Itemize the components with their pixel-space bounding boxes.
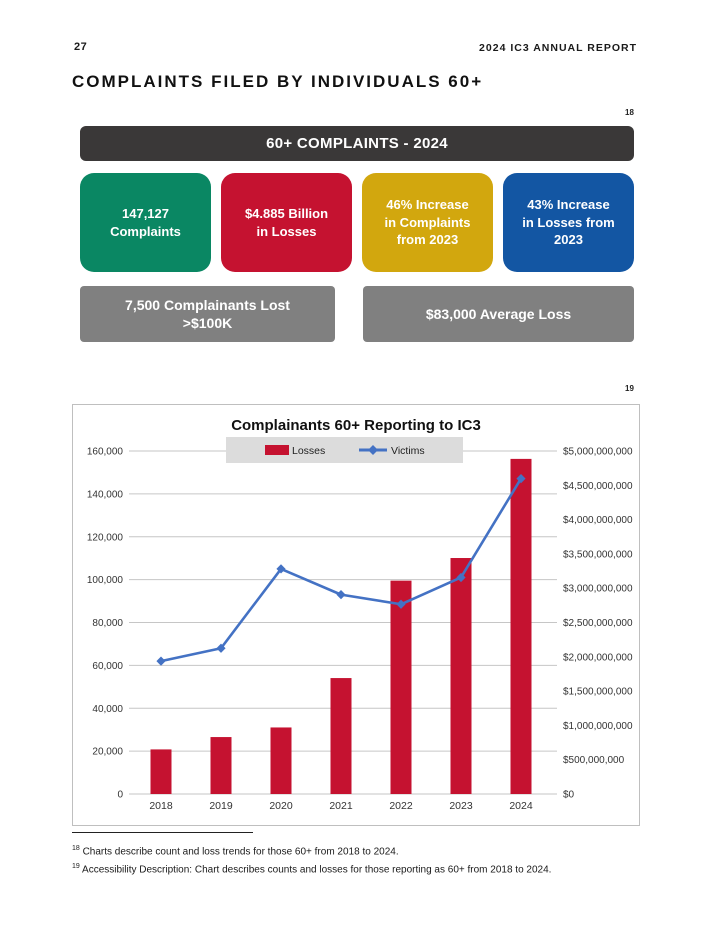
page-number: 27 <box>74 41 88 53</box>
loss-bar <box>511 459 532 794</box>
legend-box <box>226 437 463 463</box>
right-axis-tick: $1,500,000,000 <box>563 686 633 698</box>
chart-title: Complainants 60+ Reporting to IC3 <box>231 417 481 434</box>
stat-line: 43% Increase <box>527 197 610 213</box>
summary-box-row <box>80 286 634 342</box>
stat-box-losses <box>221 173 352 272</box>
right-axis-tick: $2,500,000,000 <box>563 618 633 629</box>
footnotes <box>72 832 640 878</box>
loss-bar <box>331 678 352 794</box>
section-banner-label: 60+ COMPLAINTS - 2024 <box>266 135 448 152</box>
right-axis-tick: $5,000,000,000 <box>563 446 633 458</box>
stat-box-loss-increase <box>503 173 634 272</box>
footnote-marker-19: 19 <box>625 384 634 393</box>
stat-box-complaints <box>80 173 211 272</box>
footnote-18-marker: 18 <box>72 845 80 852</box>
legend-losses-label: Losses <box>292 445 326 457</box>
loss-bar <box>211 737 232 794</box>
stat-line: $4.885 Billion <box>244 205 329 221</box>
stat-line: in Losses <box>256 223 317 239</box>
left-axis-tick: 0 <box>117 789 123 801</box>
footnote-19-marker: 19 <box>72 863 80 871</box>
stat-line: 2023 <box>554 232 583 248</box>
left-axis-tick: 20,000 <box>92 746 123 758</box>
x-axis-label: 2021 <box>329 800 353 812</box>
legend-losses-swatch <box>265 445 289 455</box>
x-axis-label: 2023 <box>449 800 473 812</box>
victim-point <box>156 656 165 665</box>
left-axis-tick: 40,000 <box>92 703 123 715</box>
loss-bar <box>391 581 412 794</box>
x-axis-label: 2020 <box>269 800 293 812</box>
stat-line: 147,127 <box>122 205 169 221</box>
left-axis-tick: 60,000 <box>92 660 123 672</box>
legend-victims-label: Victims <box>391 445 425 457</box>
loss-bar <box>451 558 472 794</box>
stat-box-row <box>80 173 634 272</box>
page-title: COMPLAINTS FILED BY INDIVIDUALS 60+ <box>72 72 484 91</box>
summary-line: >$100K <box>182 315 233 331</box>
victim-point <box>336 590 345 599</box>
stat-line: 46% Increase <box>386 197 469 213</box>
summary-line: $83,000 Average Loss <box>425 305 572 322</box>
left-axis-tick: 80,000 <box>92 618 123 629</box>
x-axis-label: 2018 <box>149 800 173 812</box>
loss-bar <box>271 727 292 794</box>
stat-line: in Losses from <box>522 214 615 230</box>
right-axis-tick: $4,500,000,000 <box>563 480 633 492</box>
x-axis-label: 2022 <box>389 800 413 812</box>
x-axis-label: 2019 <box>209 800 233 812</box>
footnote-18-text: Charts describe count and loss trends for those 60+ from 2018 to 2024. <box>82 846 399 858</box>
report-header: 2024 IC3 ANNUAL REPORT <box>479 42 637 54</box>
stat-line: Complaints <box>110 223 181 239</box>
footnote-19 <box>72 859 640 877</box>
summary-box-average-loss <box>363 286 634 342</box>
section-banner <box>80 126 634 161</box>
right-axis-tick: $2,000,000,000 <box>563 652 633 664</box>
footnote-19-text: Accessibility Description: Chart describes counts and losses for those reporting as 60+ from 2018 to 2024. <box>82 864 552 876</box>
x-axis-label: 2024 <box>509 800 533 812</box>
left-axis-tick: 160,000 <box>86 446 123 458</box>
footnote-marker-18: 18 <box>625 108 634 117</box>
combo-chart <box>73 405 637 823</box>
stat-line: in Complaints <box>384 214 471 230</box>
summary-line: 7,500 Complainants Lost <box>125 296 290 313</box>
footnote-18 <box>72 841 640 859</box>
right-axis-tick: $1,000,000,000 <box>563 720 633 732</box>
right-axis-tick: $500,000,000 <box>563 755 625 767</box>
footnote-divider <box>72 832 253 833</box>
left-axis-tick: 120,000 <box>86 532 123 544</box>
right-axis-tick: $4,000,000,000 <box>563 515 633 527</box>
stat-box-complaint-increase <box>362 173 493 272</box>
combo-chart-card <box>72 404 640 826</box>
stat-line: from 2023 <box>396 232 459 248</box>
left-axis-tick: 140,000 <box>86 489 123 501</box>
left-axis-tick: 100,000 <box>86 575 123 587</box>
summary-box-100k <box>80 286 335 342</box>
right-axis-tick: $0 <box>563 789 575 801</box>
right-axis-tick: $3,500,000,000 <box>563 549 633 561</box>
loss-bar <box>151 749 172 794</box>
right-axis-tick: $3,000,000,000 <box>563 583 633 595</box>
